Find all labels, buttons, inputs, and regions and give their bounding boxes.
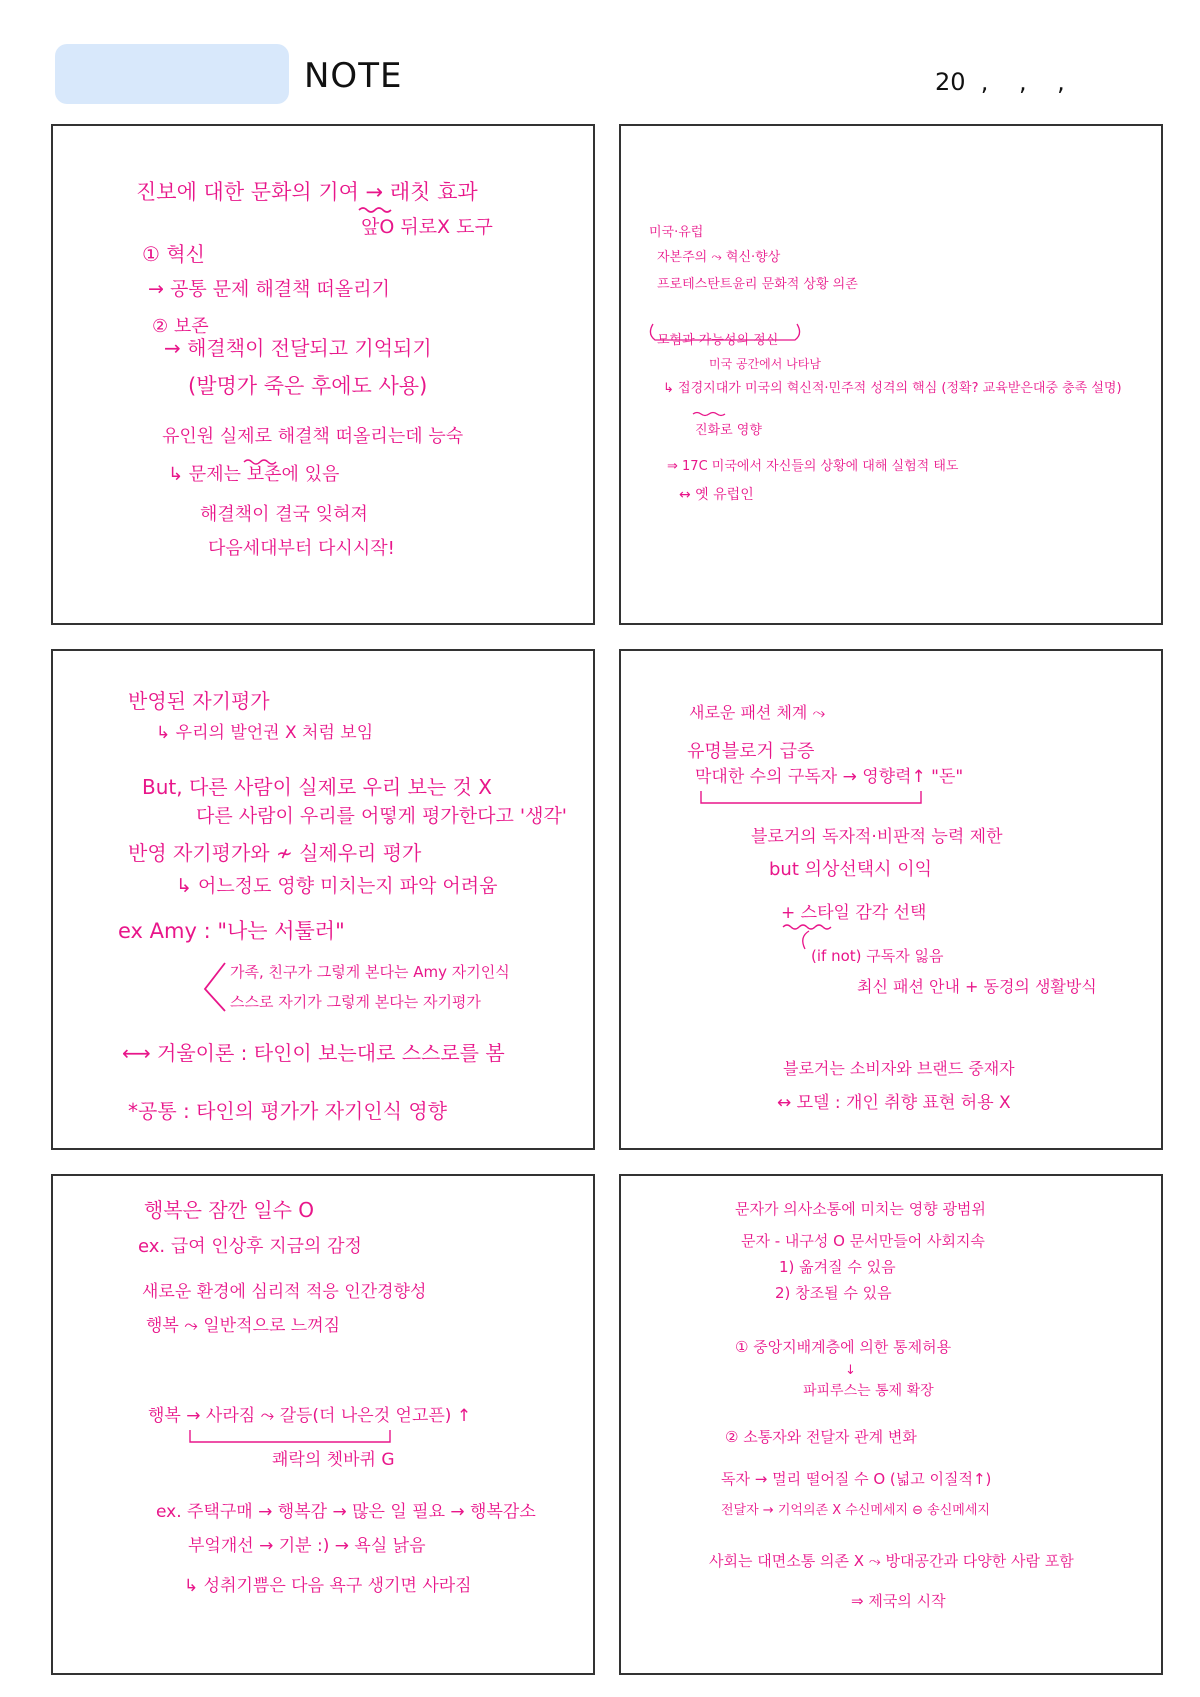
note-line: 쾌락의 쳇바퀴 G bbox=[272, 1450, 395, 1470]
note-line: + 스타일 감각 선택 bbox=[781, 903, 927, 923]
note-line: 반영된 자기평가 bbox=[128, 689, 270, 713]
note-line: 블로거의 독자적·비판적 능력 제한 bbox=[751, 827, 1003, 847]
note-line: But, 다른 사람이 실제로 우리 보는 것 X bbox=[142, 775, 492, 799]
note-panel-5 bbox=[51, 1174, 595, 1675]
note-line: ↳ 어느정도 영향 미치는지 파악 어려움 bbox=[176, 875, 498, 897]
note-line: 문자 - 내구성 O 문서만들어 사회지속 bbox=[741, 1232, 985, 1250]
note-line: 진보에 대한 문화의 기여 → 래칫 효과 bbox=[136, 180, 478, 204]
ratchet-underline bbox=[53, 126, 593, 626]
note-line: 행복은 잠깐 일수 O bbox=[144, 1198, 315, 1222]
note-line: 부엌개선 → 기분 :) → 욕실 낡음 bbox=[188, 1536, 426, 1556]
note-line: (if not) 구독자 잃음 bbox=[811, 947, 944, 965]
note-line: ↓ bbox=[845, 1363, 856, 1378]
note-line: 미국 공간에서 나타남 bbox=[709, 357, 821, 371]
note-line: 독자 → 멀리 떨어질 수 O (넓고 이질적↑) bbox=[721, 1470, 992, 1488]
note-line: ② 보존 bbox=[152, 316, 209, 337]
note-line: ① 혁신 bbox=[142, 242, 205, 266]
note-line: ↳ 우리의 발언권 X 처럼 보임 bbox=[156, 723, 374, 743]
note-line: 해결책이 결국 잊혀져 bbox=[200, 504, 368, 525]
note-line: (발명가 죽은 후에도 사용) bbox=[188, 374, 428, 398]
note-line: → 공통 문제 해결책 떠올리기 bbox=[148, 278, 390, 300]
note-line: → 해결책이 전달되고 기억되기 bbox=[164, 336, 432, 360]
note-line: ↔ 옛 유럽인 bbox=[679, 487, 754, 503]
note-line: 막대한 수의 구독자 → 영향력↑ "돈" bbox=[695, 767, 964, 787]
note-line: 블로거는 소비자와 브랜드 중재자 bbox=[783, 1059, 1015, 1078]
note-line: ② 소통자와 전달자 관계 변화 bbox=[725, 1428, 917, 1446]
note-line: 사회는 대면소통 의존 X ⤳ 방대공간과 다양한 사람 포함 bbox=[709, 1552, 1074, 1570]
note-line: 행복 ⤳ 일반적으로 느껴짐 bbox=[146, 1316, 341, 1336]
note-line: 새로운 환경에 심리적 적응 인간경향성 bbox=[142, 1282, 427, 1302]
note-line: 다음세대부터 다시시작! bbox=[208, 538, 395, 559]
note-line: 모험과 가능성의 정신 bbox=[657, 333, 779, 348]
note-panel-3 bbox=[51, 649, 595, 1150]
note-line: ↳ 성취기쁨은 다음 욕구 생기면 사라짐 bbox=[184, 1576, 472, 1596]
note-line: 앞O 뒤로X 도구 bbox=[361, 216, 493, 238]
note-line: 프로테스탄트윤리 문화적 상황 의존 bbox=[657, 277, 858, 292]
note-line: 전달자 → 기억의존 X 수신메세지 ⊖ 송신메세지 bbox=[721, 1503, 990, 1518]
note-line: ex. 주택구매 → 행복감 → 많은 일 필요 → 행복감소 bbox=[156, 1502, 536, 1522]
note-line: ex Amy : "나는 서툴러" bbox=[118, 919, 345, 943]
note-line: 가족, 친구가 그렇게 본다는 Amy 자기인식 bbox=[230, 963, 510, 981]
note-panel-4 bbox=[619, 649, 1163, 1150]
note-line: 자본주의 ⤳ 혁신·향상 bbox=[657, 250, 781, 265]
note-line: 문자가 의사소통에 미치는 영향 광범위 bbox=[735, 1200, 986, 1218]
bracket-mark bbox=[53, 1176, 593, 1676]
note-line: 유명블로거 급증 bbox=[687, 741, 815, 762]
note-line: but 의상선택시 이익 bbox=[769, 859, 933, 880]
header-label-box bbox=[55, 44, 289, 104]
note-line: 새로운 패션 체계 ⤳ bbox=[689, 703, 826, 722]
note-panel-6 bbox=[619, 1174, 1163, 1675]
note-line: 최신 패션 안내 + 동경의 생활방식 bbox=[857, 977, 1097, 996]
note-line: ⇒ 17C 미국에서 자신들의 상황에 대해 실험적 태도 bbox=[667, 459, 959, 474]
bracket-marks bbox=[621, 126, 1161, 626]
note-line: ⇒ 제국의 시작 bbox=[851, 1592, 946, 1610]
note-line: 반영 자기평가와 ≁ 실제우리 평가 bbox=[128, 841, 422, 865]
bracket-marks bbox=[621, 651, 1161, 1151]
note-line: 파피루스는 통제 확장 bbox=[803, 1383, 934, 1399]
note-panel-2 bbox=[619, 124, 1163, 625]
note-line: 스스로 자기가 그렇게 본다는 자기평가 bbox=[230, 993, 481, 1011]
note-line: ex. 급여 인상후 지금의 감정 bbox=[138, 1236, 362, 1257]
date-field: 20 , , , bbox=[935, 68, 1065, 96]
note-line: 1) 옮겨질 수 있음 bbox=[779, 1258, 896, 1276]
note-panel-1 bbox=[51, 124, 595, 625]
note-line: *공통 : 타인의 평가가 자기인식 영향 bbox=[128, 1099, 448, 1123]
note-line: 미국·유럽 bbox=[649, 225, 704, 240]
note-line: 2) 창조될 수 있음 bbox=[775, 1284, 892, 1302]
note-line: 진화로 영향 bbox=[695, 423, 762, 438]
note-title: NOTE bbox=[304, 56, 403, 96]
note-line: ↔ 모델 : 개인 취향 표현 허용 X bbox=[777, 1093, 1011, 1113]
note-line: 유인원 실제로 해결책 떠올리는데 능숙 bbox=[162, 426, 464, 447]
note-line: ⟷ 거울이론 : 타인이 보는대로 스스로를 봄 bbox=[122, 1041, 505, 1065]
note-line: ↳ 접경지대가 미국의 혁신적·민주적 성격의 핵심 (정확? 교육받은대중 충족 설명) bbox=[663, 381, 1122, 396]
note-line: 다른 사람이 우리를 어떻게 평가한다고 '생각' bbox=[196, 805, 568, 827]
note-line: ① 중앙지배계층에 의한 통제허용 bbox=[735, 1338, 952, 1356]
note-line: 행복 → 사라짐 ⤳ 갈등(더 나은것 얻고픈) ↑ bbox=[148, 1406, 472, 1426]
angle-bracket-mark bbox=[53, 651, 593, 1151]
note-line: ↳ 문제는 보존에 있음 bbox=[168, 464, 340, 485]
